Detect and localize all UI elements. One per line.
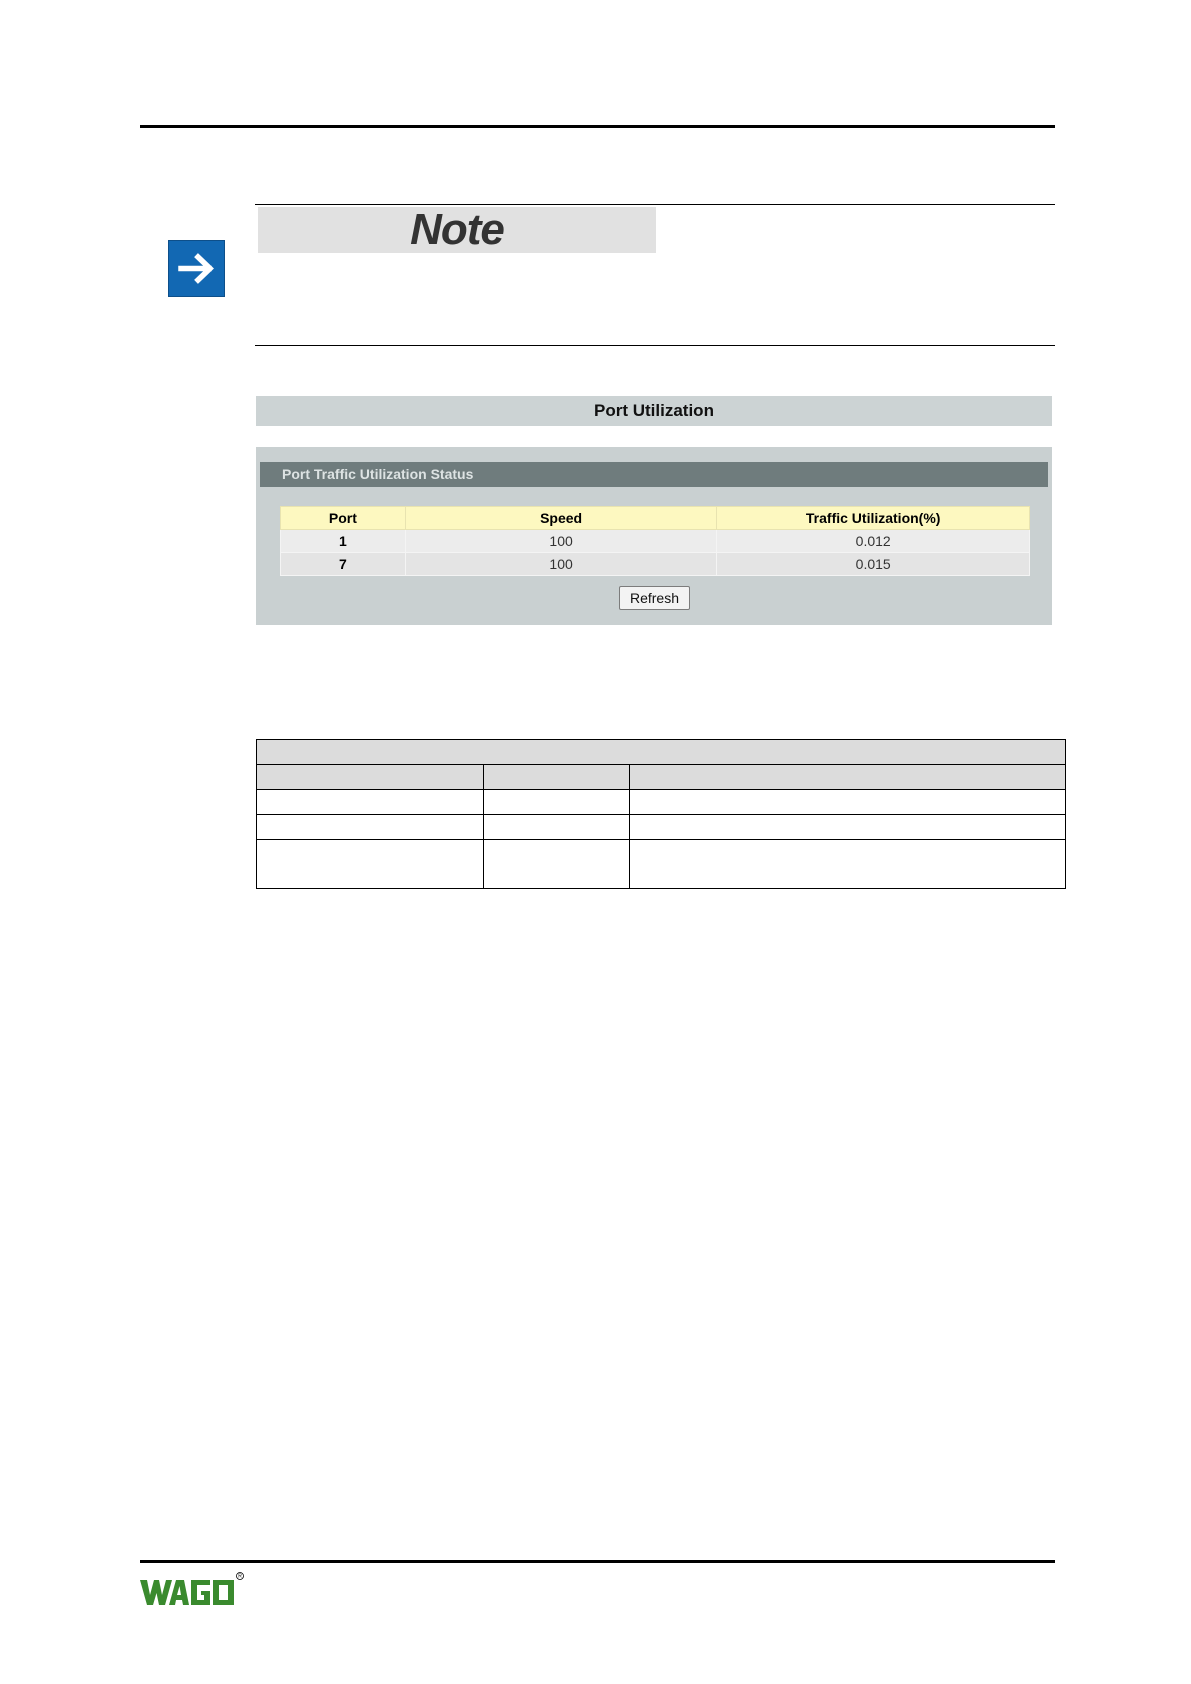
speed-cell: 100 [405,553,717,576]
table-cell [483,790,629,815]
port-utilization-title: Port Utilization [256,396,1052,426]
table-cell [257,790,484,815]
note-bottom-rule [255,345,1055,346]
table-cell [257,815,484,840]
header-cell [483,765,629,790]
wago-logo [140,1571,245,1609]
refresh-button[interactable]: Refresh [619,586,690,610]
port-utilization-panel [256,447,1052,625]
table-header-row [281,507,1030,530]
table-row [281,553,1030,576]
table-row [257,840,1066,889]
header-cell [257,765,484,790]
description-table [256,739,1066,889]
table-cell [629,840,1065,889]
column-header-port: Port [281,507,406,530]
note-top-rule [255,204,1055,205]
port-cell: 1 [281,530,406,553]
port-utilization-table [280,506,1030,576]
svg-text:R: R [238,1573,242,1580]
table-row [281,530,1030,553]
table-caption-row [257,740,1066,765]
footer-rule [140,1560,1055,1563]
table-cell [257,840,484,889]
header-cell [629,765,1065,790]
arrow-right-icon [168,240,225,297]
section-header: Port Traffic Utilization Status [260,462,1048,487]
table-row [257,790,1066,815]
table-row [257,815,1066,840]
note-banner [258,207,656,253]
port-cell: 7 [281,553,406,576]
table-header-row [257,765,1066,790]
table-cell [483,815,629,840]
column-header-speed: Speed [405,507,717,530]
utilization-cell: 0.012 [717,530,1030,553]
table-cell [629,790,1065,815]
speed-cell: 100 [405,530,717,553]
utilization-cell: 0.015 [717,553,1030,576]
note-title: Note [410,205,504,254]
table-cell [483,840,629,889]
column-header-utilization: Traffic Utilization(%) [717,507,1030,530]
table-cell [629,815,1065,840]
table-caption-cell [257,740,1066,765]
header-rule [140,125,1055,128]
